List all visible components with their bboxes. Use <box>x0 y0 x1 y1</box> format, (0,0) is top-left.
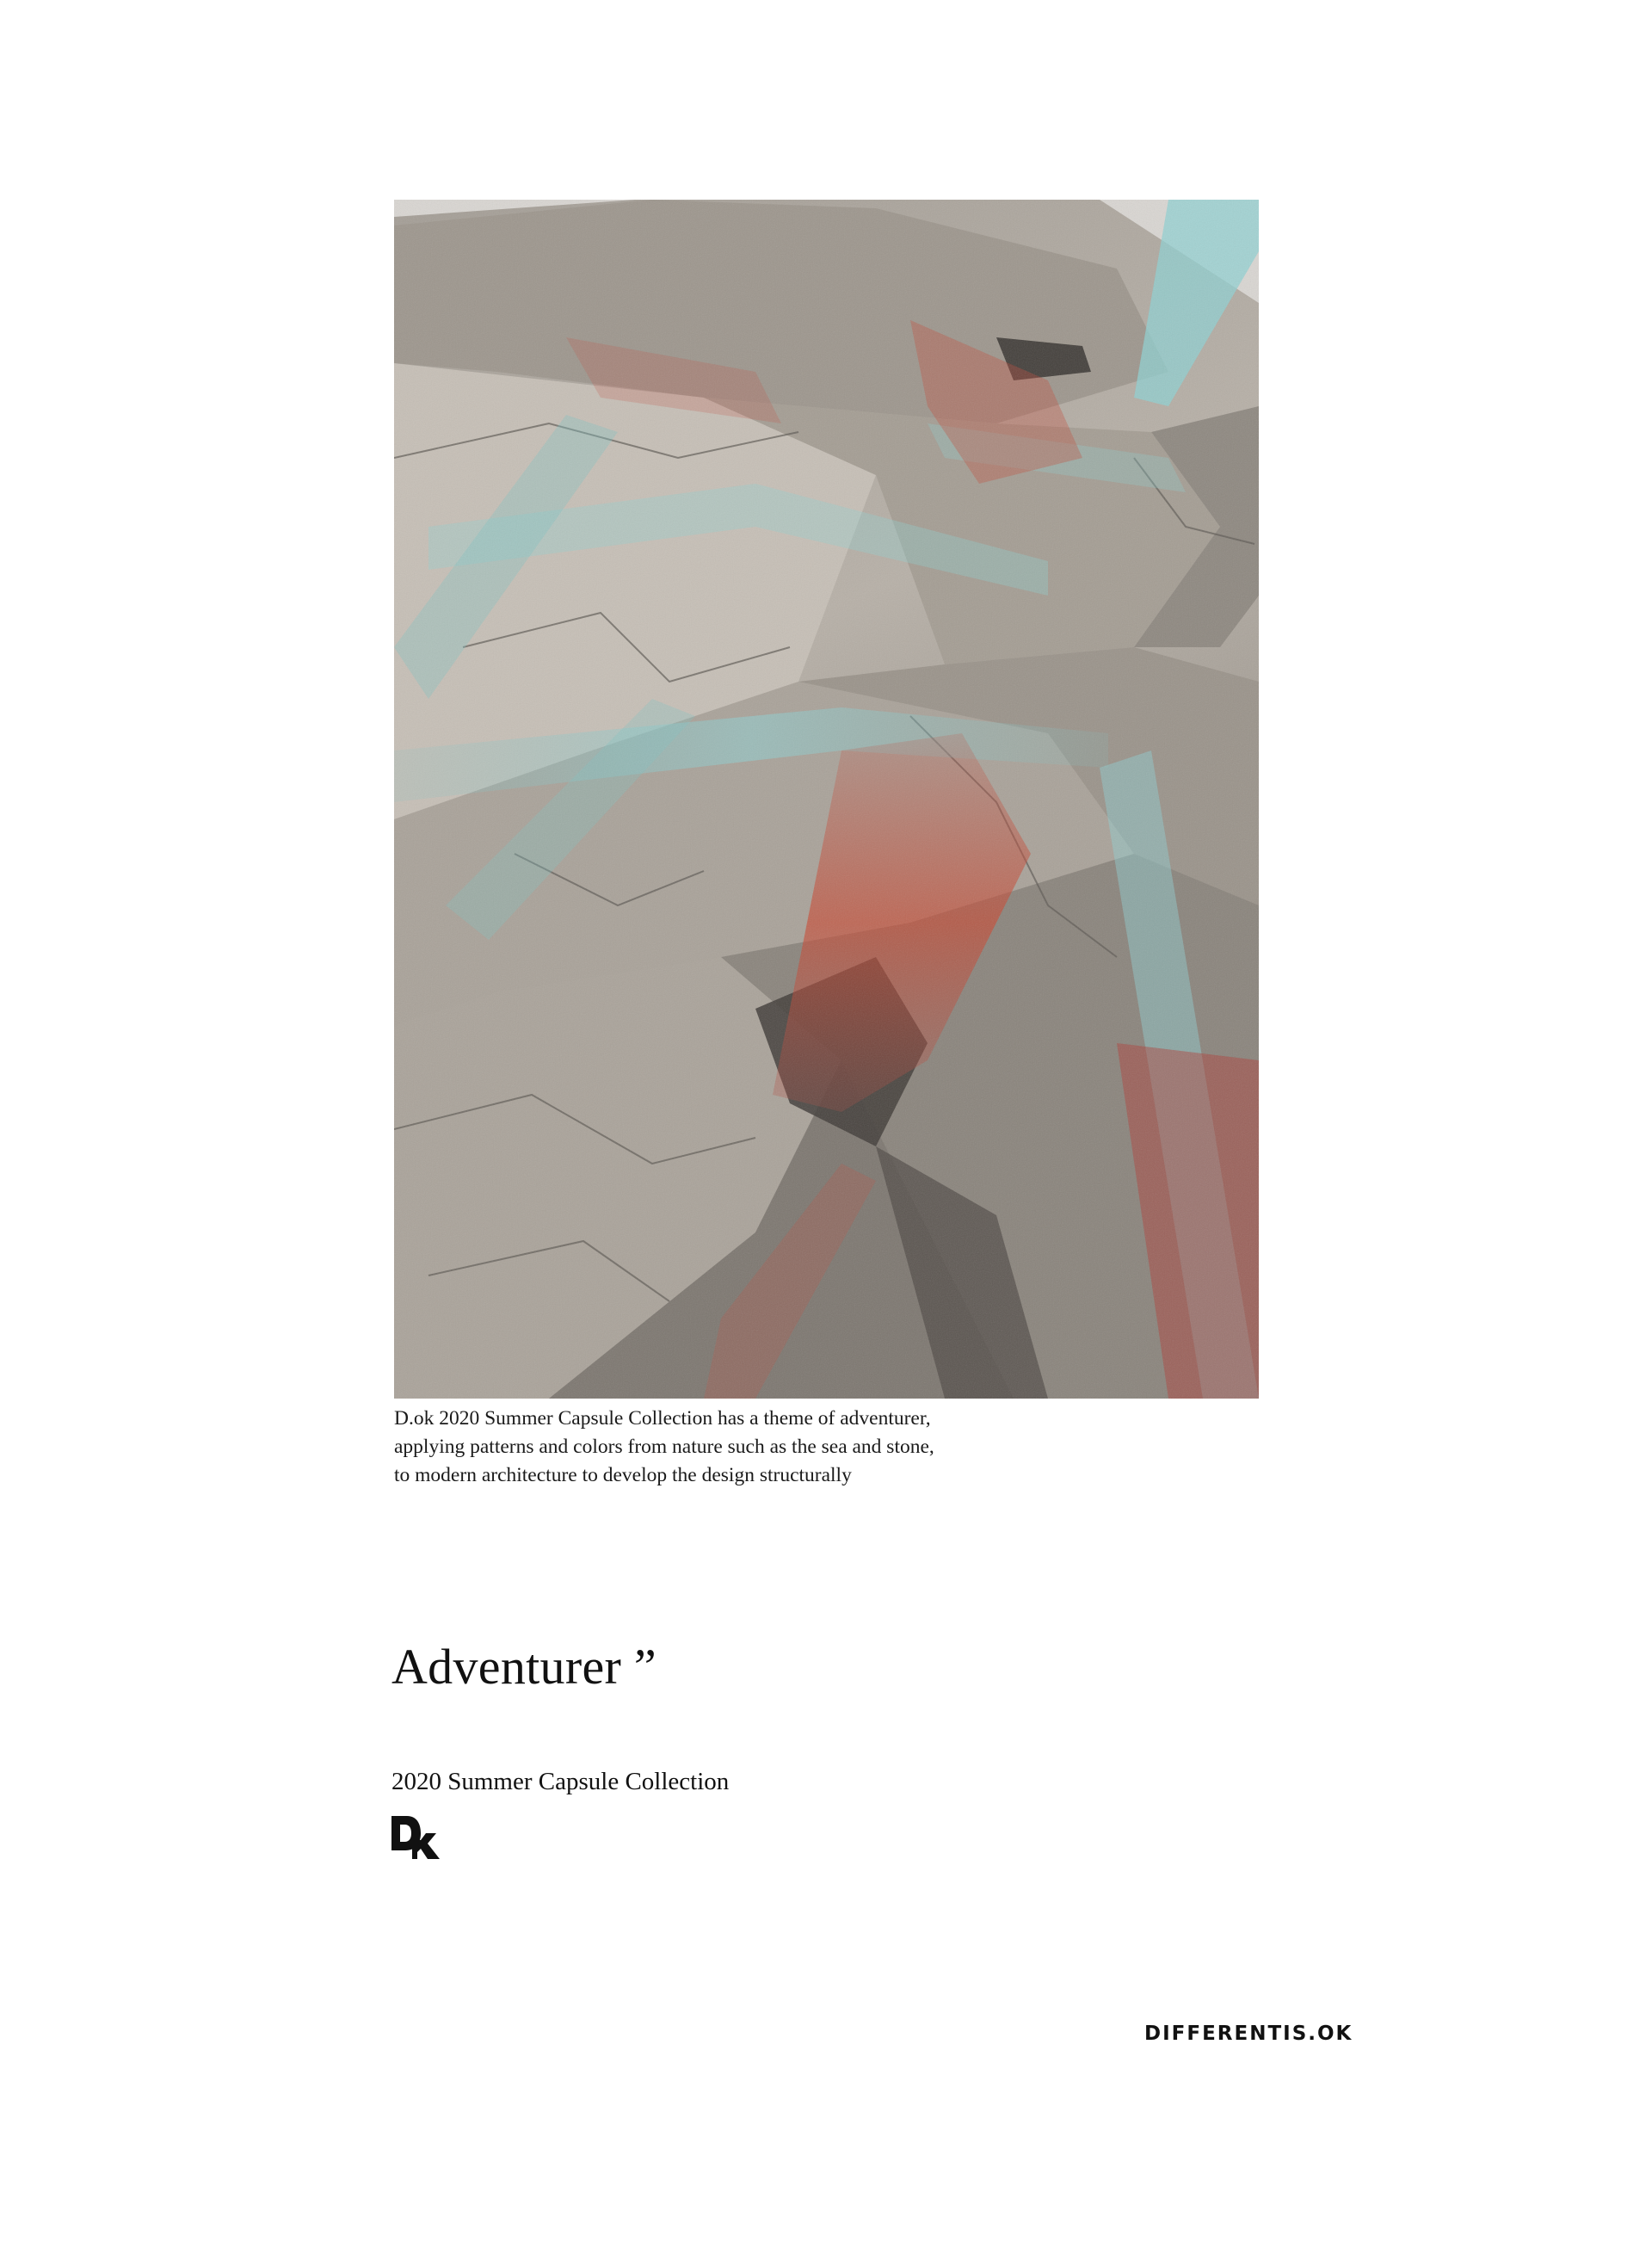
description-line: to modern architecture to develop the design structurally <box>394 1464 852 1486</box>
website-link[interactable]: DIFFERENTIS.OK <box>1144 2023 1353 2045</box>
collection-subtitle: 2020 Summer Capsule Collection <box>391 1768 730 1795</box>
page-title: Adventurer ” <box>391 1639 656 1695</box>
description-line: applying patterns and colors from nature such as the sea and stone, <box>394 1436 934 1458</box>
collection-description <box>394 1405 1168 1490</box>
dk-monogram-logo-icon <box>391 1814 440 1859</box>
hero-image <box>394 200 1259 1399</box>
description-line: D.ok 2020 Summer Capsule Collection has a theme of adventurer, <box>394 1407 931 1430</box>
